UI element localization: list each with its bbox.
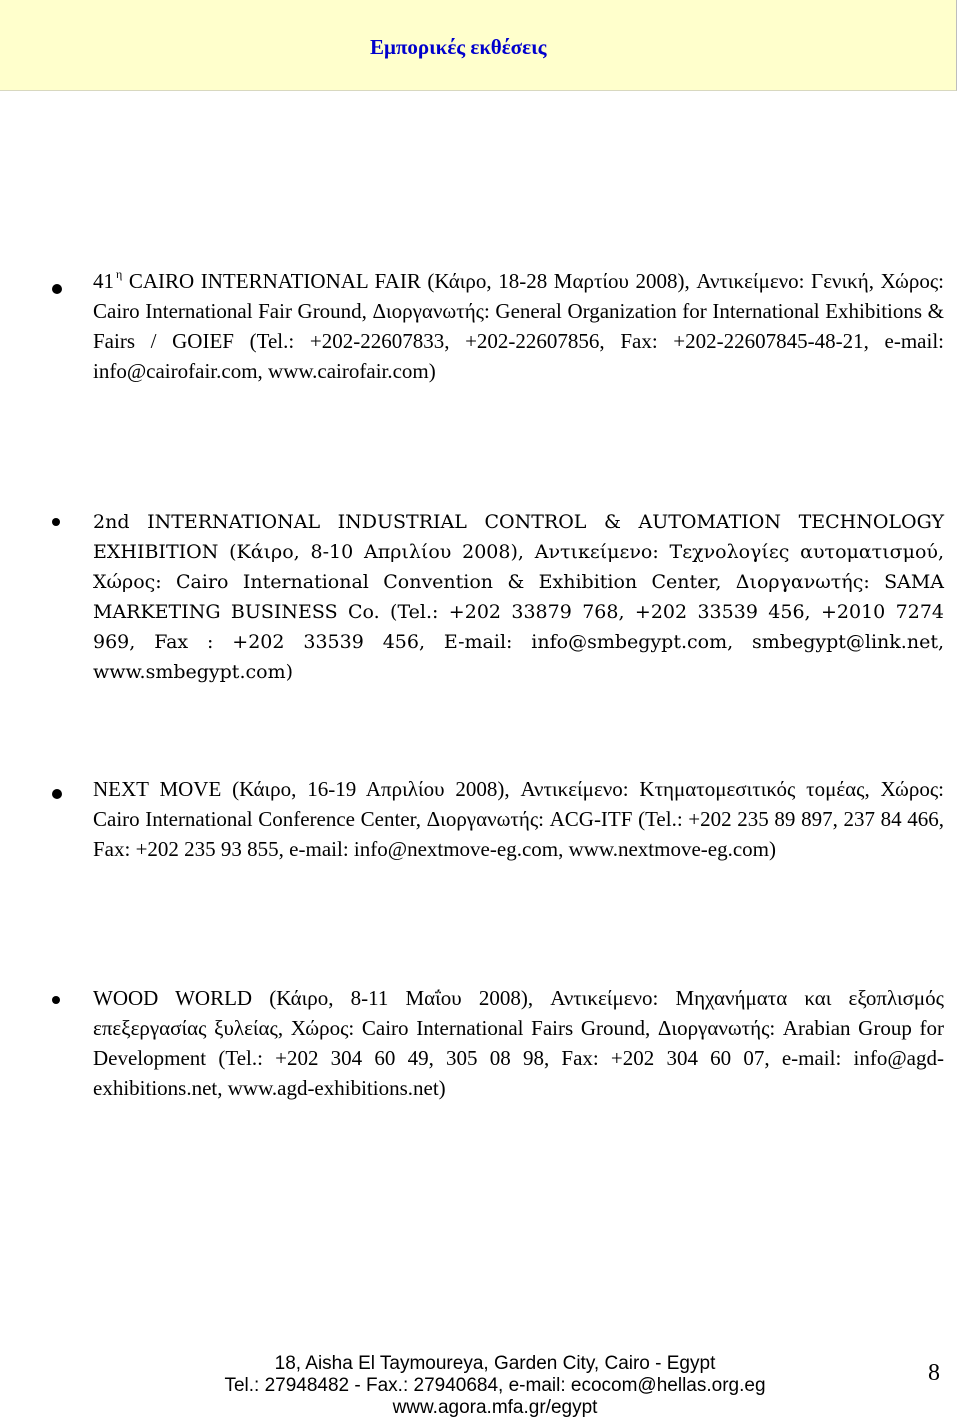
bullet-icon [52,518,60,526]
entry-text: CAIRO INTERNATIONAL FAIR (Κάιρο, 18-28 Μαρτίου 2008), Αντικείμενο: Γενική, Χώρος: Cairo International Fair Ground, Διοργανωτής: General Organization for International Exhibitions & Fairs / GOIEF (Tel.: +202-22607833, +202-22607856, Fax: +202-22607845-48-21, e-mail: info@cairofair.com, www.cairofair.com) [93,269,944,383]
bullet-icon [52,789,62,799]
footer-address: 18, Aisha El Taymoureya, Garden City, Cairo - Egypt [274,1353,716,1374]
page-title: Εμπορικές εκθέσεις [370,35,547,59]
footer [160,1353,830,1419]
list-item [93,266,944,386]
header-band [0,0,957,91]
footer-website: www.agora.mfa.gr/egypt [392,1397,598,1418]
list-item: 2nd INTERNATIONAL INDUSTRIAL CONTROL & AUTOMATION TECHNOLOGY EXHIBITION (Κάιρο, 8-10 Απριλίου 2008), Αντικείμενο: Τεχνολογίες αυτοματισμού, Χώρος: Cairo International Convention & Exhibition Center, Διοργανωτής: SAMA MARKETING BUSINESS Co. (Tel.: +202 33879 768, +202 33539 456, +2010 7274 969, Fax : +202 33539 456, E-mail: info@smbegypt.com, smbegypt@link.net, www.smbegypt.com) [93,511,944,683]
footer-contact: Tel.: 27948482 - Fax.: 27940684, e-mail: ecocom@hellas.org.eg [224,1375,766,1396]
entry-number: 41 [93,269,114,293]
bullet-icon [52,996,60,1004]
entry-superscript: η [116,267,123,281]
list-item: WOOD WORLD (Κάιρο, 8-11 Μαΐου 2008), Αντικείμενο: Μηχανήματα και εξοπλισμός επεξεργασίας ξυλείας, Χώρος: Cairo International Fairs Ground, Διοργανωτής: Arabian Group for Development (Tel.: +202 304 60 49, 305 08 98, Fax: +202 304 60 07, e-mail: info@agd-exhibitions.net, www.agd-exhibitions.net) [93,986,944,1100]
bullet-icon [52,284,62,294]
list-item: NEXT MOVE (Κάιρο, 16-19 Απριλίου 2008), Αντικείμενο: Κτηματομεσιτικός τομέας, Χώρος: Cairo International Conference Center, Διοργανωτής: ACG-ITF (Tel.: +202 235 89 897, 237 84 466, Fax: +202 235 93 855, e-mail: info@nextmove-eg.com, www.nextmove-eg.com) [93,777,944,861]
page-number: 8 [928,1360,940,1386]
